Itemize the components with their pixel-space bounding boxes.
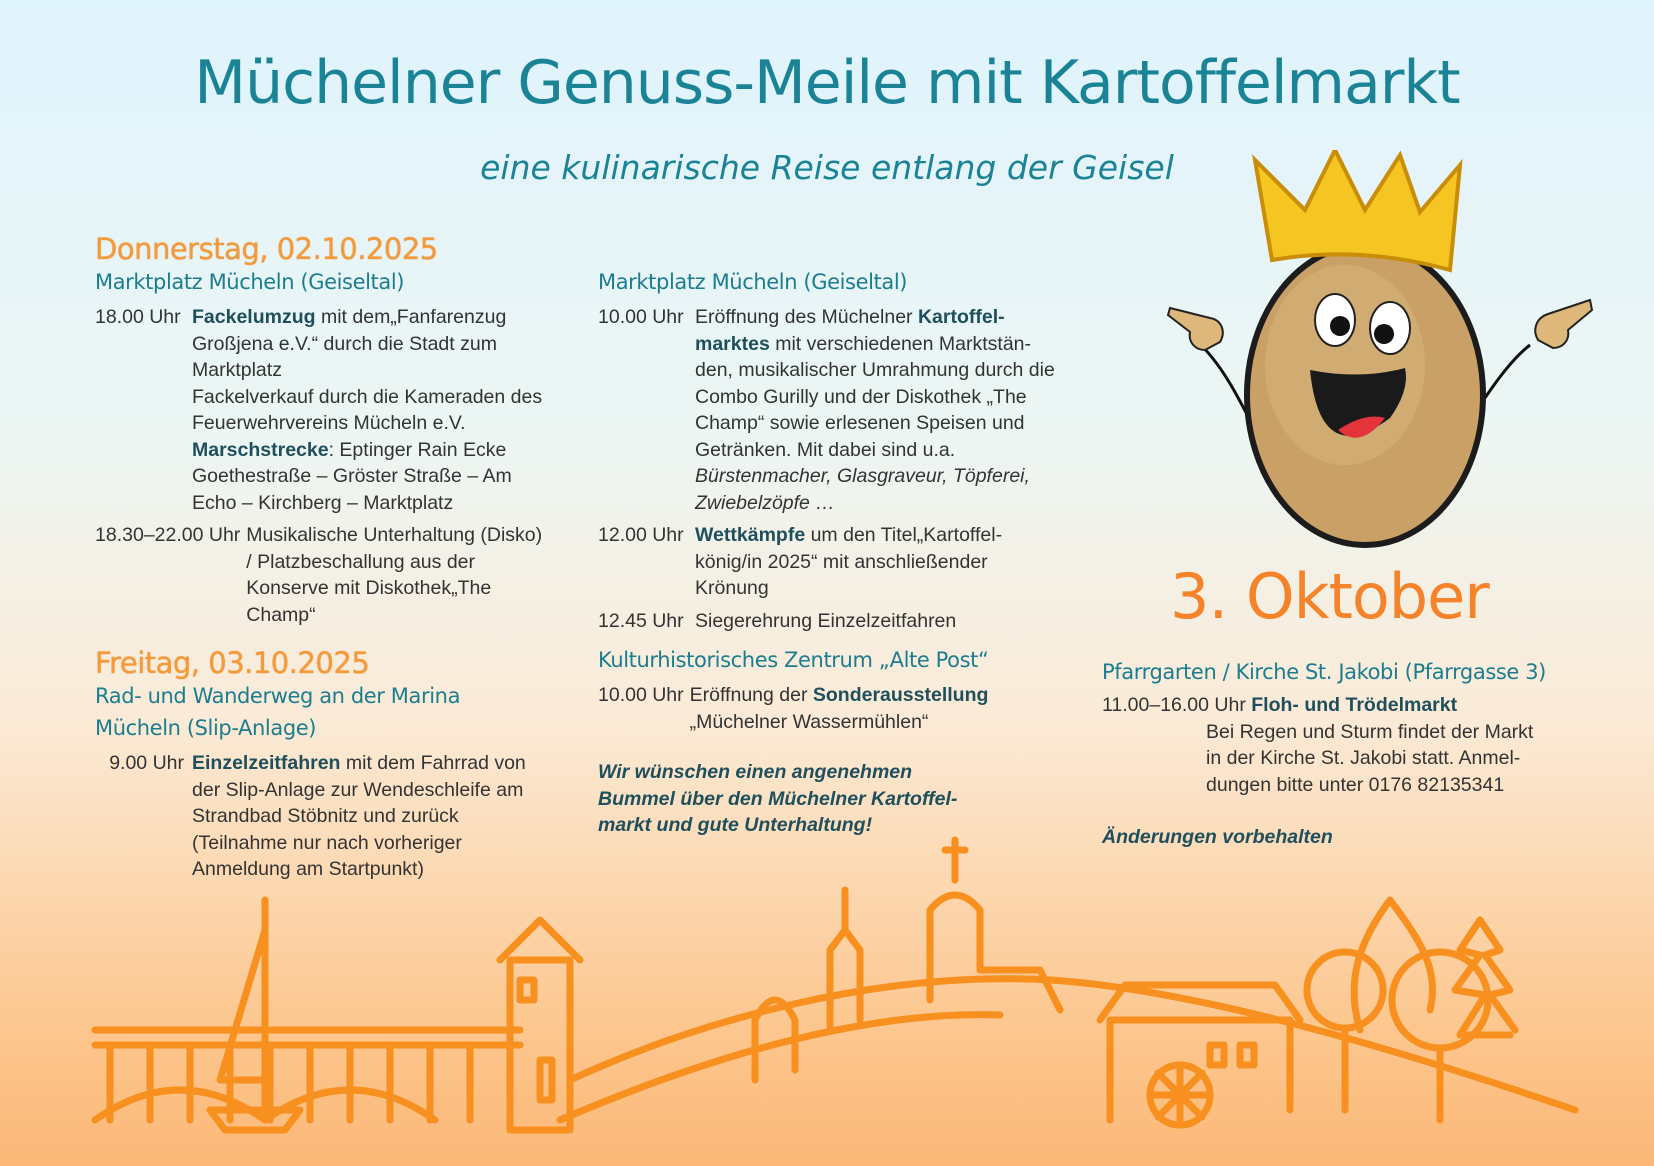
day-heading-friday: Freitag, 03.10.2025 [95,646,370,680]
date-highlight: 3. Oktober [1170,560,1489,633]
event-highlight: Einzelzeitfahren [192,752,341,774]
hand-right-icon [1535,300,1592,348]
page-subtitle: eine kulinarische Reise entlang der Geisel [480,148,1174,187]
hand-left-icon [1168,308,1223,350]
page-title: Müchelner Genuss-Meile mit Kartoffelmarkt [194,48,1460,118]
location-heading: Pfarrgarten / Kirche St. Jakobi (Pfarrgasse 3) [1102,660,1546,684]
event-highlight: Sonderausstellung [812,684,989,706]
location-heading: Rad- und Wanderweg an der Marina Mücheln (Slip-Anlage) [95,684,461,740]
event-description: Siegerehrung Einzelzeitfahren [695,609,957,632]
event-description [695,522,1058,602]
event-time: 10.00 Uhr [598,306,684,328]
day-heading-thursday: Donnerstag, 02.10.2025 [95,232,438,266]
event-item [598,304,1058,516]
crown-icon [1255,150,1460,270]
event-text: Eröffnung des Müchelner [695,306,918,328]
event-item [95,522,545,628]
event-highlight: Marschstrecke [192,438,329,461]
event-item [95,304,545,516]
location-heading: Marktplatz Mücheln (Geiseltal) [598,270,908,294]
location-heading: Marktplatz Mücheln (Geiseltal) [95,270,405,294]
event-item [598,682,1058,735]
event-description [192,304,545,516]
event-text: mit dem„Fanfarenzug Großjena e.V.“ durch die Stadt zum Marktplatz [192,306,507,381]
event-time: 18.30–22.00 Uhr [95,524,241,546]
event-text: mit verschiedenen Marktstän-den, musikalischer Umrahmung durch die Combo Gurilly und der Diskothek „The Champ“ sowie erlesenen Speisen und Getränken. Mit dabei sind u.a. [695,332,1055,461]
event-description: Musikalische Unterhaltung (Disko) / Platzbeschallung aus der Konserve mit Diskothek„The Champ“ [246,524,543,626]
potato-king-mascot [1160,150,1600,550]
event-description: Bei Regen und Sturm findet der Markt in der Kirche St. Jakobi statt. Anmel-dungen bitte unter 0176 82135341 [1206,720,1534,796]
event-text: um den Titel„Kartoffel-könig/in 2025“ mit anschließender Krönung [695,524,1003,599]
event-highlight: Fackelumzug [192,306,316,328]
event-time: 12.45 Uhr [598,609,684,632]
event-time: 18.00 Uhr [95,306,181,328]
disclaimer-note: Änderungen vorbehalten [1102,826,1333,848]
event-time: 12.00 Uhr [598,524,684,546]
event-description [695,304,1058,516]
event-time: 10.00 Uhr [598,684,684,706]
event-text: „Müchelner Wassermühlen“ [689,710,929,733]
location-heading: Kulturhistorisches Zentrum „Alte Post“ [598,648,989,672]
event-text: mit dem Fahrrad von der Slip-Anlage zur Wendeschleife am Strandbad Stöbnitz und zurück (Teilnahme nur nach vorheriger Anmeldung am Startpunkt) [192,752,526,880]
column-saturday-main [598,266,1058,839]
event-text: : Eptinger Rain Ecke Goethestraße – Gröster Straße – Am Echo – Kirchberg – Marktplatz [192,438,512,514]
event-highlight: Kartoffel-marktes [695,306,1005,355]
closing-message: Wir wünschen einen angenehmen Bummel über den Müchelner Kartoffel-markt und gute Unterhaltung! [598,761,958,836]
town-skyline-illustration [0,820,1654,1166]
event-text: Eröffnung der [689,684,813,706]
event-description [690,682,1058,735]
event-time: 9.00 Uhr [109,752,184,774]
event-exhibitors: Bürstenmacher, Glasgraveur, Töpferei, Zwiebelzöpfe … [695,465,1030,514]
event-item [598,522,1058,602]
column-thursday-friday [95,232,545,883]
event-highlight: Floh- und Trödelmarkt [1251,694,1458,716]
event-text: Fackelverkauf durch die Kameraden des Feuerwehrvereins Mücheln e.V. [192,385,543,434]
event-item [598,608,1058,635]
event-time: 11.00–16.00 Uhr [1102,694,1246,716]
event-item [1102,692,1572,798]
event-highlight: Wettkämpfe [695,524,806,546]
